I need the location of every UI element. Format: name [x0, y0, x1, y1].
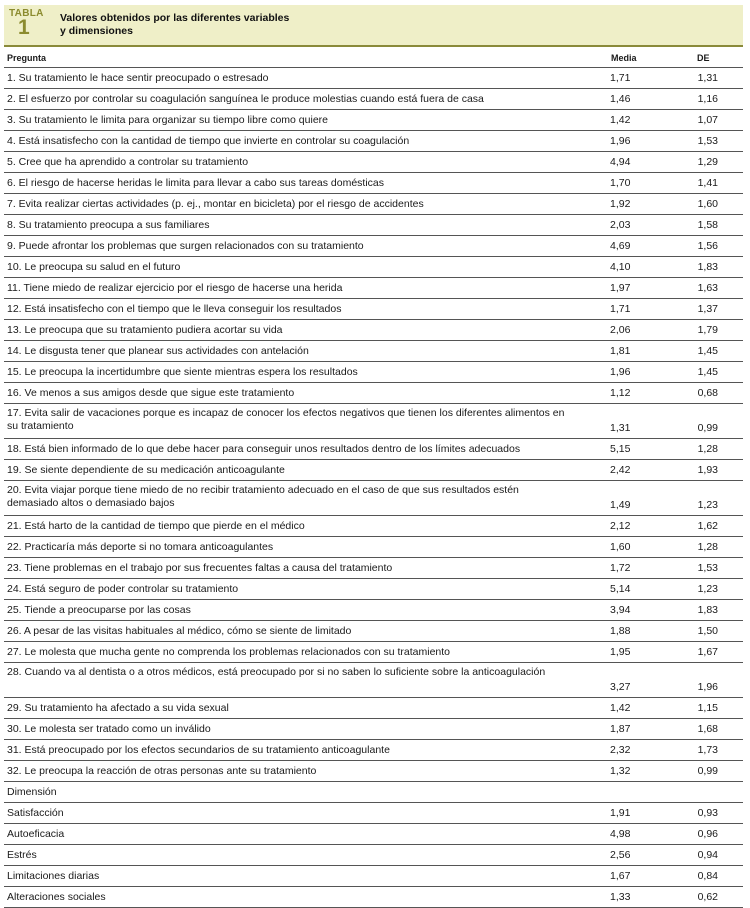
table-number-badge	[4, 5, 50, 45]
row-question: Dimensión	[7, 786, 57, 798]
row-de: 1,29	[697, 156, 718, 168]
table-row	[4, 803, 743, 824]
table-container	[4, 5, 743, 908]
table-row	[4, 89, 743, 110]
table-row	[4, 173, 743, 194]
row-de: 1,96	[697, 681, 718, 693]
column-header-pregunta: Pregunta	[7, 53, 47, 63]
table-row	[4, 761, 743, 782]
column-header-row	[4, 47, 743, 68]
table-row	[4, 824, 743, 845]
table-row	[4, 866, 743, 887]
table-row	[4, 236, 743, 257]
row-de: 1,15	[697, 702, 718, 714]
table-row	[4, 558, 743, 579]
row-media: 1,60	[610, 541, 631, 553]
row-question: 22. Practicaría más deporte si no tomara anticoagulantes	[7, 541, 274, 553]
row-media: 4,98	[610, 828, 631, 840]
row-question: 24. Está seguro de poder controlar su tratamiento	[7, 583, 239, 595]
table-row	[4, 698, 743, 719]
row-de: 1,16	[697, 93, 718, 105]
table-row	[4, 740, 743, 761]
row-de: 1,37	[697, 303, 718, 315]
row-media: 2,06	[610, 324, 631, 336]
row-media: 1,96	[610, 135, 631, 147]
row-question: 11. Tiene miedo de realizar ejercicio por el riesgo de hacerse una herida	[7, 282, 343, 294]
row-de: 1,07	[697, 114, 718, 126]
row-question: 19. Se siente dependiente de su medicación anticoagulante	[7, 464, 285, 476]
table-title-line2: y dimensiones	[60, 25, 133, 37]
row-question: 3. Su tratamiento le limita para organizar su tiempo libre como quiere	[7, 114, 328, 126]
row-question: 4. Está insatisfecho con la cantidad de tiempo que invierte en controlar su coagulación	[7, 135, 410, 147]
table-row	[4, 621, 743, 642]
row-question: 21. Está harto de la cantidad de tiempo que pierde en el médico	[7, 520, 305, 532]
table-row	[4, 278, 743, 299]
row-media: 3,27	[610, 681, 631, 693]
table-row	[4, 845, 743, 866]
row-media: 5,15	[610, 443, 631, 455]
row-media: 5,14	[610, 583, 631, 595]
row-question: 18. Está bien informado de lo que debe hacer para conseguir unos resultados dentro de los límites adecuados	[7, 443, 521, 455]
row-de: 1,67	[697, 646, 718, 658]
row-question: Autoeficacia	[7, 828, 65, 840]
row-de: 1,41	[697, 177, 718, 189]
table-row	[4, 537, 743, 558]
row-de: 0,62	[697, 891, 718, 903]
row-media: 1,42	[610, 702, 631, 714]
table-row	[4, 600, 743, 621]
row-de: 1,62	[697, 520, 718, 532]
table-row	[4, 362, 743, 383]
table-row	[4, 320, 743, 341]
row-question: 29. Su tratamiento ha afectado a su vida sexual	[7, 702, 229, 714]
row-media: 2,42	[610, 464, 631, 476]
row-de: 1,50	[697, 625, 718, 637]
table-row	[4, 579, 743, 600]
table-header	[4, 5, 743, 47]
row-media: 1,87	[610, 723, 631, 735]
row-question: 26. A pesar de las visitas habituales al médico, cómo se siente de limitado	[7, 625, 352, 637]
row-de: 0,68	[697, 387, 718, 399]
row-media: 4,69	[610, 240, 631, 252]
row-question: 23. Tiene problemas en el trabajo por sus frecuentes faltas a causa del tratamiento	[7, 562, 393, 574]
row-de: 0,96	[697, 828, 718, 840]
row-question: Alteraciones sociales	[7, 891, 106, 903]
row-media: 1,96	[610, 366, 631, 378]
table-number: 1	[18, 16, 30, 39]
table-row	[4, 257, 743, 278]
row-question: 14. Le disgusta tener que planear sus actividades con antelación	[7, 345, 309, 357]
table-row	[4, 719, 743, 740]
row-question: 9. Puede afrontar los problemas que surgen relacionados con su tratamiento	[7, 240, 364, 252]
table-row	[4, 299, 743, 320]
table-row	[4, 341, 743, 362]
row-question: 20. Evita viajar porque tiene miedo de no recibir tratamiento adecuado en el caso de que sus resultados estén demasiado altos o demasiado bajos	[7, 484, 519, 509]
column-header-media: Media	[611, 53, 637, 63]
table-row	[4, 642, 743, 663]
row-de: 0,94	[697, 849, 718, 861]
row-media: 1,49	[610, 499, 631, 511]
row-media: 1,72	[610, 562, 631, 574]
row-de: 1,83	[697, 261, 718, 273]
row-question: 7. Evita realizar ciertas actividades (p. ej., montar en bicicleta) por el riesgo de accidentes	[7, 198, 424, 210]
row-de: 0,84	[697, 870, 718, 882]
table-row	[4, 383, 743, 404]
row-question: 1. Su tratamiento le hace sentir preocupado o estresado	[7, 72, 269, 84]
table-row	[4, 68, 743, 89]
row-media: 1,95	[610, 646, 631, 658]
row-de: 1,28	[697, 443, 718, 455]
row-question: Limitaciones diarias	[7, 870, 100, 882]
row-media: 1,42	[610, 114, 631, 126]
row-question: 15. Le preocupa la incertidumbre que siente mientras espera los resultados	[7, 366, 358, 378]
row-media: 1,33	[610, 891, 631, 903]
table-row	[4, 782, 743, 803]
table-row	[4, 404, 743, 439]
row-question: 17. Evita salir de vacaciones porque es incapaz de conocer los efectos negativos que tienen los diferentes alimentos en su tratamiento	[7, 407, 565, 432]
row-question: 13. Le preocupa que su tratamiento pudiera acortar su vida	[7, 324, 283, 336]
row-de: 0,93	[697, 807, 718, 819]
table-row	[4, 215, 743, 236]
row-media: 1,97	[610, 282, 631, 294]
row-de: 1,68	[697, 723, 718, 735]
row-de: 1,53	[697, 135, 718, 147]
table-body	[4, 68, 743, 908]
row-question: 31. Está preocupado por los efectos secundarios de su tratamiento anticoagulante	[7, 744, 390, 756]
table-row	[4, 194, 743, 215]
row-question: 30. Le molesta ser tratado como un inválido	[7, 723, 211, 735]
row-media: 3,94	[610, 604, 631, 616]
row-question: 5. Cree que ha aprendido a controlar su tratamiento	[7, 156, 249, 168]
table-row	[4, 131, 743, 152]
table-row	[4, 516, 743, 537]
row-de: 1,23	[697, 499, 718, 511]
row-question: Satisfacción	[7, 807, 64, 819]
table-title	[60, 12, 360, 38]
row-de: 1,23	[697, 583, 718, 595]
row-de: 1,53	[697, 562, 718, 574]
row-media: 1,92	[610, 198, 631, 210]
table-row	[4, 460, 743, 481]
row-media: 1,67	[610, 870, 631, 882]
row-de: 1,45	[697, 345, 718, 357]
row-de: 1,28	[697, 541, 718, 553]
row-question: Estrés	[7, 849, 37, 861]
row-question: 2. El esfuerzo por controlar su coagulación sanguínea le produce molestias cuando está fuera de casa	[7, 93, 484, 105]
row-media: 1,81	[610, 345, 631, 357]
table-title-line1: Valores obtenidos por las diferentes variables	[60, 12, 290, 24]
table-row	[4, 663, 743, 698]
row-media: 1,91	[610, 807, 631, 819]
row-de: 1,45	[697, 366, 718, 378]
row-media: 1,71	[610, 303, 631, 315]
row-de: 1,60	[697, 198, 718, 210]
table-label: TABLA	[9, 8, 44, 19]
table-row	[4, 481, 743, 516]
row-media: 2,12	[610, 520, 631, 532]
row-media: 4,10	[610, 261, 631, 273]
row-de: 0,99	[697, 765, 718, 777]
row-question: 25. Tiende a preocuparse por las cosas	[7, 604, 191, 616]
row-de: 1,56	[697, 240, 718, 252]
table-row	[4, 152, 743, 173]
row-question: 12. Está insatisfecho con el tiempo que le lleva conseguir los resultados	[7, 303, 342, 315]
row-media: 1,31	[610, 422, 631, 434]
row-de: 1,73	[697, 744, 718, 756]
row-media: 4,94	[610, 156, 631, 168]
row-de: 1,31	[697, 72, 718, 84]
row-question: 6. El riesgo de hacerse heridas le limita para llevar a cabo sus tareas domésticas	[7, 177, 385, 189]
row-media: 1,70	[610, 177, 631, 189]
column-header-de: DE	[697, 53, 710, 63]
row-question: 28. Cuando va al dentista o a otros médicos, está preocupado por si no saben lo suficiente sobre la anticoagulación	[7, 666, 546, 678]
row-de: 1,63	[697, 282, 718, 294]
row-media: 2,32	[610, 744, 631, 756]
row-de: 1,83	[697, 604, 718, 616]
row-media: 1,32	[610, 765, 631, 777]
row-de: 1,58	[697, 219, 718, 231]
row-media: 2,56	[610, 849, 631, 861]
row-question: 10. Le preocupa su salud en el futuro	[7, 261, 181, 273]
table-row	[4, 887, 743, 908]
row-de: 1,93	[697, 464, 718, 476]
table-row	[4, 439, 743, 460]
row-question: 32. Le preocupa la reacción de otras personas ante su tratamiento	[7, 765, 317, 777]
row-media: 2,03	[610, 219, 631, 231]
row-media: 1,46	[610, 93, 631, 105]
row-media: 1,71	[610, 72, 631, 84]
row-question: 8. Su tratamiento preocupa a sus familiares	[7, 219, 210, 231]
row-question: 16. Ve menos a sus amigos desde que sigue este tratamiento	[7, 387, 295, 399]
row-media: 1,88	[610, 625, 631, 637]
row-media: 1,12	[610, 387, 631, 399]
row-de: 1,79	[697, 324, 718, 336]
table-row	[4, 110, 743, 131]
row-question: 27. Le molesta que mucha gente no comprenda los problemas relacionados con su tratamiento	[7, 646, 451, 658]
row-de: 0,99	[697, 422, 718, 434]
